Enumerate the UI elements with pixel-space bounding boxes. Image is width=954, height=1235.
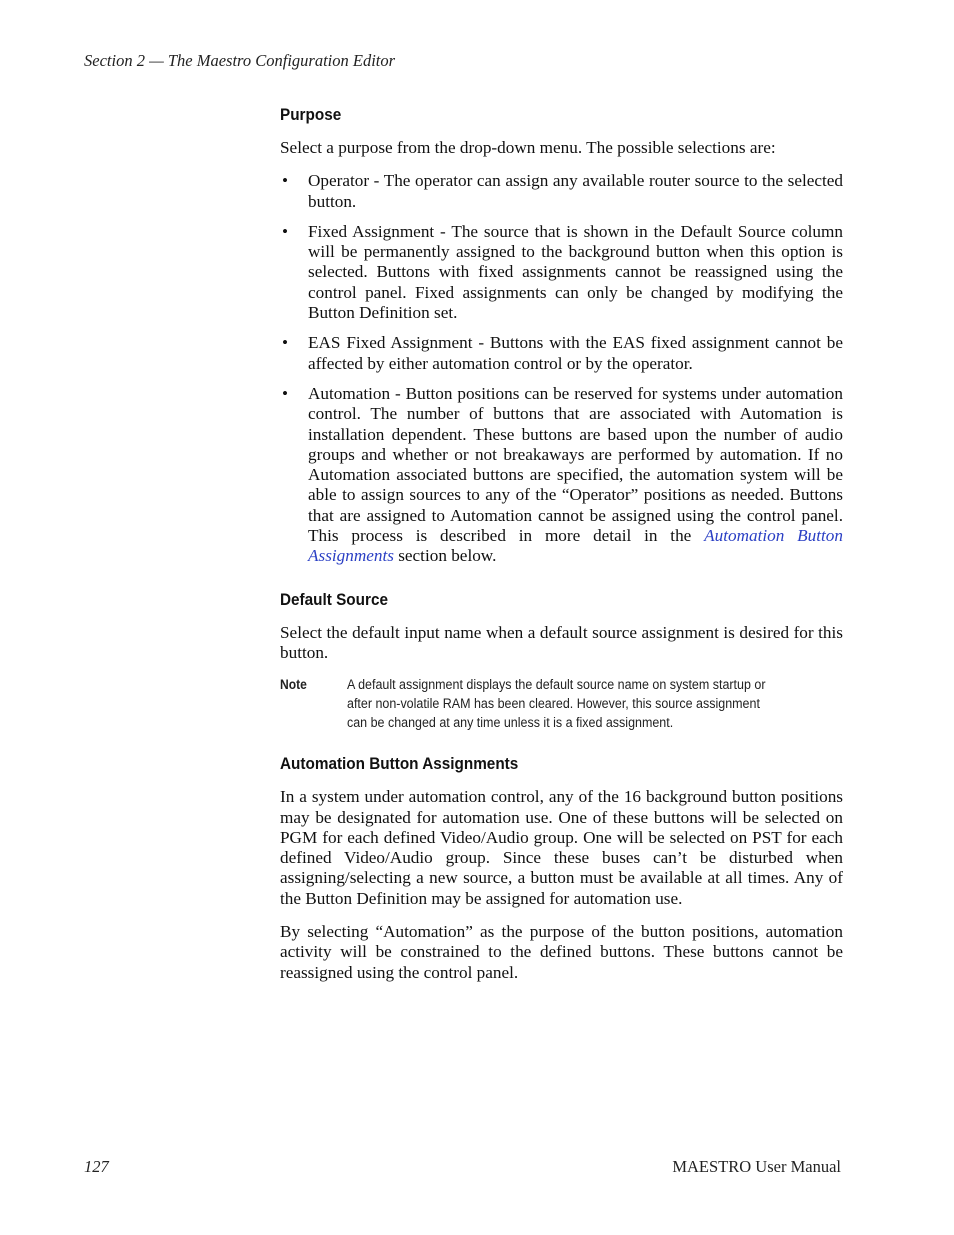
list-item-automation — [280, 384, 843, 567]
list-item-text: Fixed Assignment - The source that is shown in the Default Source column will be permanently assigned to the background button when this option is selected. Buttons with fixed assignments cannot be reassigned using the control panel. Fixed assignments can only be changed by modifying the Button Definition set. — [308, 221, 843, 323]
list-item-text-after-link: section below. — [393, 546, 497, 566]
manual-title: MAESTRO User Manual — [672, 1157, 841, 1176]
automation-assignments-para-2: By selecting “Automation” as the purpose of the button positions, automation activity will be constrained to the defined buttons. These buttons cannot be reassigned using the control panel. — [280, 922, 843, 982]
default-source-heading: Default Source — [280, 589, 388, 609]
automation-assignments-heading: Automation Button Assignments — [280, 754, 519, 774]
list-item-text: EAS Fixed Assignment - Buttons with the EAS fixed assignment cannot be affected by either automation control or by the operator. — [308, 333, 843, 373]
purpose-heading: Purpose — [280, 105, 342, 124]
list-item-text-before-link: Automation - Button positions can be reserved for systems under automation control. The number of buttons that are associated with Automation is installation dependent. These buttons are based upon the number of audio groups and whether or not breakaways are performed by automation. If no Automation associated buttons are specified, the automation system will be able to assign sources to any of the “Operator” positions as needed. Buttons that are assigned to Automation cannot be assigned using the control panel. This process is described in more detail in the — [308, 383, 843, 546]
spacer — [280, 577, 843, 589]
automation-assignments-para-1: In a system under automation control, any of the 16 background button positions may be designated for automation use. One of these buttons will be selected on PGM for each defined Video/Audio group. One will be selected on PST for each defined Video/Audio group. Since these buses can’t be disturbed when assigning/selecting a new source, a button must be available at all times. Any of the Button Definition may be assigned for automation use. — [280, 787, 843, 908]
automation-button-assignments-link[interactable]: Automation Button Assignments — [308, 526, 843, 566]
list-item-eas-fixed-assignment — [280, 333, 843, 374]
bullet: • — [282, 333, 289, 353]
default-source-body: Select the default input name when a default source assignment is desired for this button. — [280, 622, 843, 662]
main-content — [280, 104, 843, 996]
purpose-intro: Select a purpose from the drop-down menu. The possible selections are: — [280, 138, 776, 157]
page-number: 127 — [84, 1157, 109, 1176]
bullet: • — [282, 171, 289, 191]
note-block — [280, 676, 843, 733]
purpose-list — [280, 171, 843, 566]
list-item-text: Operator - The operator can assign any available router source to the selected button. — [308, 171, 843, 211]
note-text: A default assignment displays the default source name on system startup or after non-volatile RAM has been cleared. However, this source assignment can be changed at any time unless it is a fixed assignment. — [347, 677, 766, 732]
bullet: • — [282, 221, 289, 241]
bullet: • — [282, 383, 289, 403]
list-item-fixed-assignment — [280, 222, 843, 323]
running-head: Section 2 — The Maestro Configuration Editor — [84, 51, 396, 70]
note-label: Note — [280, 677, 307, 694]
list-item-operator — [280, 171, 843, 212]
